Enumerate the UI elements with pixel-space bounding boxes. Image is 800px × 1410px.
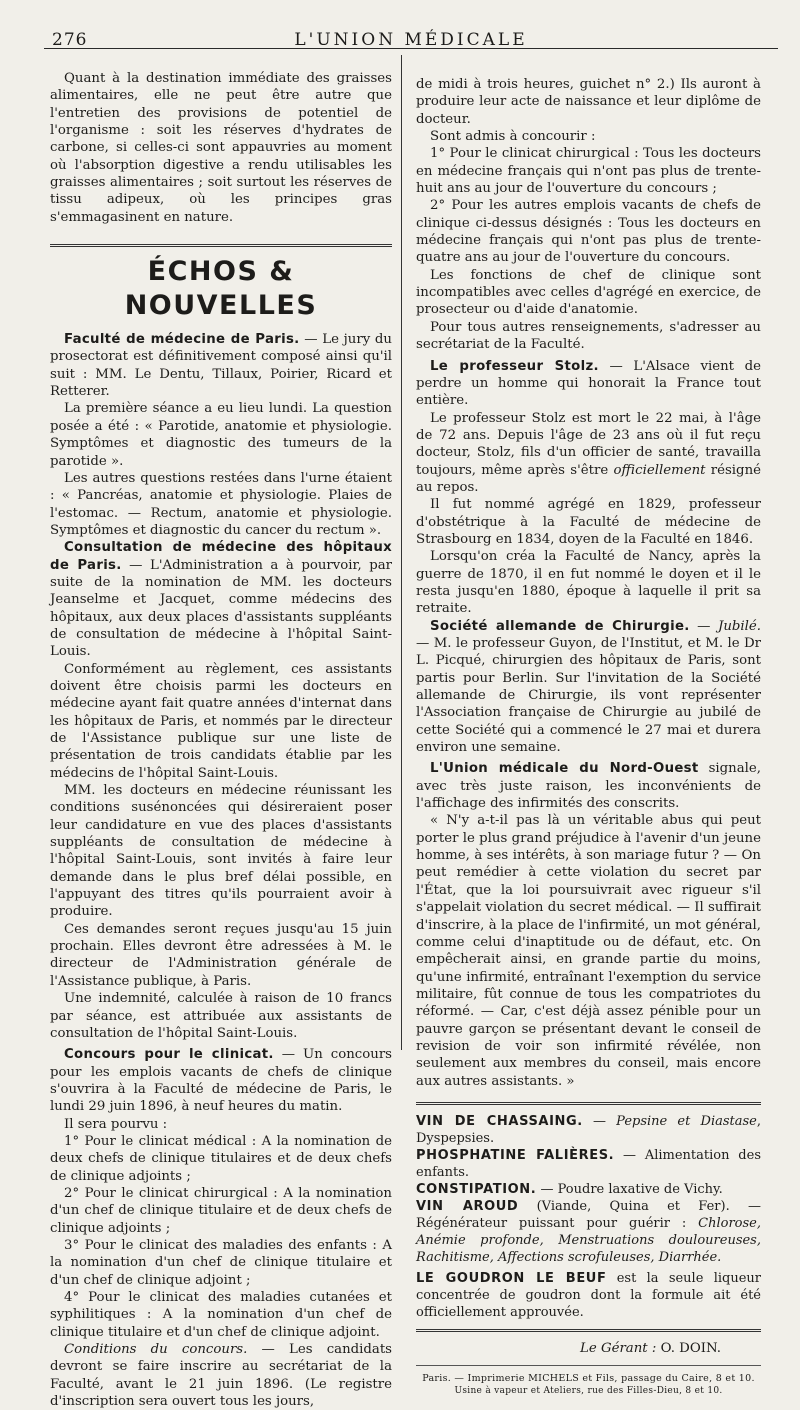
consult-heading: Consultation de médecine des hôpitaux de Paris. — [50, 540, 392, 573]
continued-paragraph: de midi à trois heures, guichet n° 2.) Ils auront à produire leur acte de naissance et leur diplôme de docteur. — [416, 77, 761, 127]
gerant-line: Le Gérant : O. DOIN. — [580, 1340, 721, 1356]
printer-rule — [416, 1365, 761, 1366]
continued-paragraph-2: Sont admis à concourir : — [430, 129, 596, 145]
section-title: ÉCHOS & NOUVELLES — [124, 256, 318, 322]
header-rule — [44, 48, 778, 49]
continued-paragraph-3: 1° Pour le clinicat chirurgical : Tous les docteurs en médecine français qui n'ont pas plus de trente-huit ans au jour de l'ouverture du concours ; — [416, 146, 761, 197]
section-divider — [50, 244, 392, 247]
consult-paragraph-5: Une indemnité, calculée à raison de 10 francs par séance, est attribuée aux assistants de consultation de l'hôpital Saint-Louis. — [50, 991, 392, 1041]
ad-constipation: CONSTIPATION. — Poudre laxative de Vichy. — [416, 1181, 723, 1197]
ad-goudron: LE GOUDRON LE BEUF est la seule liqueur concentrée de goudron dont la formule ait été officiellement approuvée. — [416, 1270, 761, 1320]
consult-paragraph-4: Ces demandes seront reçues jusqu'au 15 juin prochain. Elles devront être adressées à M. le directeur de l'Administration générale de l'Assistance publique, à Paris. — [50, 921, 392, 989]
printer-line-1: Paris. — Imprimerie MICHELS et Fils, passage du Caire, 8 et 10. — [422, 1373, 755, 1385]
concours-heading: Concours pour le clinicat. — [64, 1047, 274, 1063]
ad-phosphatine: PHOSPHATINE FALIÈRES. — Alimentation des enfants. — [416, 1147, 761, 1180]
stolz-paragraph-4: Lorsqu'on créa la Faculté de Nancy, après la guerre de 1870, il en fut nommé le doyen et il le resta jusqu'en 1880, époque à laquelle il prit sa retraite. — [416, 549, 761, 617]
faculte-paragraph: Faculté de médecine de Paris. — Le jury du prosectorat est définitivement composé ainsi qu'il suit : MM. Le Dentu, Tillaux, Poirier, Ricard et Retterer. — [50, 332, 392, 400]
faculte-paragraph-2: La première séance a eu lieu lundi. La question posée a été : « Parotide, anatomie et physiologie. Symptômes et diagnostic des tumeurs de la parotide ». — [50, 401, 392, 469]
right-column — [416, 76, 761, 1398]
faculte-paragraph-3: Les autres questions restées dans l'urne étaient : « Pancréas, anatomie et physiologie. Plaies de l'estomac. — Rectum, anatomie et physiologie. Symptômes et diagnostic du cancer du rectum ». — [50, 470, 392, 538]
ad-aroud: VIN AROUD (Viande, Quina et Fer). — Régénérateur puissant pour guérir : Chlorose, Anémie profonde, Menstruations douloureuses, Rachitisme, Affections scrofuleuses, Diarrhée. — [416, 1198, 761, 1265]
ads-divider — [416, 1102, 761, 1105]
continued-paragraph-6: Pour tous autres renseignements, s'adresser au secrétariat de la Faculté. — [416, 319, 761, 353]
union-paragraph: L'Union médicale du Nord-Ouest signale, avec très juste raison, les inconvénients de l'affichage des infirmités des conscrits. — [416, 761, 762, 812]
conditions-heading: Conditions du concours. — [64, 1342, 248, 1358]
consult-paragraph: Consultation de médecine des hôpitaux de Paris. — L'Administration a à pourvoir, par suite de la nomination de MM. les docteurs Jeanselme et Jacquet, comme médecins des hôpitaux, aux deux places d'assistants suppléants de consultation de médecine à l'hôpital Saint-Louis. — [50, 540, 393, 660]
concours-item-2: 2° Pour le clinicat chirurgical : A la nomination d'un chef de clinique titulaire et de deux chefs de clinique adjoints ; — [50, 1185, 392, 1236]
concours-paragraph: Concours pour le clinicat. — Un concours pour les emplois vacants de chefs de clinique s'ouvrira à la Faculté de médecine de Paris, le lundi 29 juin 1896, à neuf heures du matin. — [50, 1047, 392, 1115]
faculte-heading: Faculté de médecine de Paris. — [64, 332, 300, 348]
conditions-paragraph: Conditions du concours. — Les candidats devront se faire inscrire au secrétariat de la Faculté, avant le 21 juin 1896. (Le registre d'inscription sera ouvert tous les jours, — [50, 1342, 392, 1410]
printer-line-2: Usine à vapeur et Ateliers, rue des Filles-Dieu, 8 et 10. — [454, 1386, 723, 1397]
union-quote: « N'y a-t-il pas là un véritable abus qui peut porter le plus grand préjudice à l'avenir d'un jeune homme, à ses intérêts, à son mariage futur ? — On peut remédier à cette violation du secret par l'État, que la loi poursuivrait avec rigueur s'il s'appelait violation du secret médical. — Il suffirait d'inscrire, à la place de l'infirmité, un mot général, comme celui d'inaptitude ou de défaut, etc. On empêcherait ainsi, en grande partie du moins, qu'une infirmité, entraînant l'exemption du service militaire, fût connue de tous les compatriotes du réformé. — Car, c'est déjà assez pénible pour un pauvre garçon se présentant devant le conseil de revision de voir son infirmité révélée, non seulement aux membres du conseil, mais encore aux autres assistants. » — [416, 813, 761, 1089]
consult-paragraph-2: Conformément au règlement, ces assistants doivent être choisis parmi les docteurs en médecine ayant fait quatre années d'internat dans les hôpitaux de Paris, et nommés par le directeur de l'Assistance publique sur une liste de présentation de trois candidats établie par les médecins de l'hôpital Saint-Louis. — [50, 661, 392, 781]
continued-paragraph-4: 2° Pour les autres emplois vacants de chefs de clinique ci-dessus désignés : Tous les docteurs en médecine français qui n'ont pas plus de trente-quatre ans au jour de l'ouverture du concours. — [416, 198, 761, 266]
advertisements — [416, 1113, 761, 1321]
journal-title: L'UNION MÉDICALE — [294, 30, 528, 50]
stolz-heading: Le professeur Stolz. — [430, 358, 599, 374]
stolz-paragraph-3: Il fut nommé agrégé en 1829, professeur d'obstétrique à la Faculté de médecine de Strasbourg en 1834, doyen de la Faculté en 1846. — [416, 497, 761, 547]
intro-paragraph: Quant à la destination immédiate des graisses alimentaires, elle ne peut être autre que l'entretien des provisions de potentiel de l'organisme : soit les réserves d'hydrates de carbone, si celles-ci sont appauvries au moment où l'absorption digestive a rendu utilisables les graisses alimentaires ; soit surtout les réserves de tissu adipeux, où les principes gras s'emmagasinent en nature. — [50, 71, 392, 225]
left-column — [50, 70, 392, 1410]
union-heading: L'Union médicale du Nord-Ouest — [430, 761, 699, 777]
societe-heading: Société allemande de Chirurgie. — [430, 618, 690, 634]
stolz-paragraph-2: Le professeur Stolz est mort le 22 mai, à l'âge de 72 ans. Depuis l'âge de 23 ans où il fut reçu docteur, Stolz, fils d'un officier de santé, travailla toujours, même après s'être officiellement résigné au repos. — [416, 410, 762, 495]
stolz-paragraph: Le professeur Stolz. — L'Alsace vient de perdre un homme qui honorait la France tout entière. — [416, 358, 761, 409]
concours-paragraph-2: Il sera pourvu : — [64, 1116, 168, 1132]
concours-item-1: 1° Pour le clinicat médical : A la nomination de deux chefs de clinique titulaires et de deux chefs de clinique adjoints ; — [50, 1133, 392, 1184]
page-number: 276 — [52, 30, 88, 50]
gerant-divider — [416, 1329, 761, 1332]
consult-paragraph-3: MM. les docteurs en médecine réunissant les conditions susénoncées qui désireraient poser leur candidature en vue des places d'assistants suppléants de consultation de médecine à l'hôpital Saint-Louis, sont invités à faire leur demande dans le plus bref délai possible, en l'appuyant des titres qu'ils pourraient avoir à produire. — [50, 783, 392, 920]
concours-item-3: 3° Pour le clinicat des maladies des enfants : A la nomination d'un chef de clinique titulaire et d'un chef de clinique adjoint ; — [50, 1237, 392, 1288]
societe-paragraph: Société allemande de Chirurgie. — Jubilé. — M. le professeur Guyon, de l'Institut, et M. le Dr L. Picqué, chirurgien des hôpitaux de Paris, sont partis pour Berlin. Sur l'invitation de la Société allemande de Chirurgie, ils vont représenter l'Association française de Chirurgie au jubilé de cette Société qui a commencé le 27 mai et durera environ une semaine. — [416, 618, 761, 756]
printer-imprint — [416, 1372, 761, 1398]
concours-item-4: 4° Pour le clinicat des maladies cutanées et syphilitiques : A la nomination d'un chef de clinique titulaire et d'un chef de clinique adjoint. — [50, 1290, 392, 1340]
ad-chassaing: VIN DE CHASSAING. — Pepsine et Diastase, Dyspepsies. — [416, 1113, 761, 1146]
continued-paragraph-5: Les fonctions de chef de clinique sont incompatibles avec celles d'agrégé en exercice, de prosecteur ou d'aide d'anatomie. — [416, 267, 761, 318]
column-separator — [401, 55, 402, 1050]
